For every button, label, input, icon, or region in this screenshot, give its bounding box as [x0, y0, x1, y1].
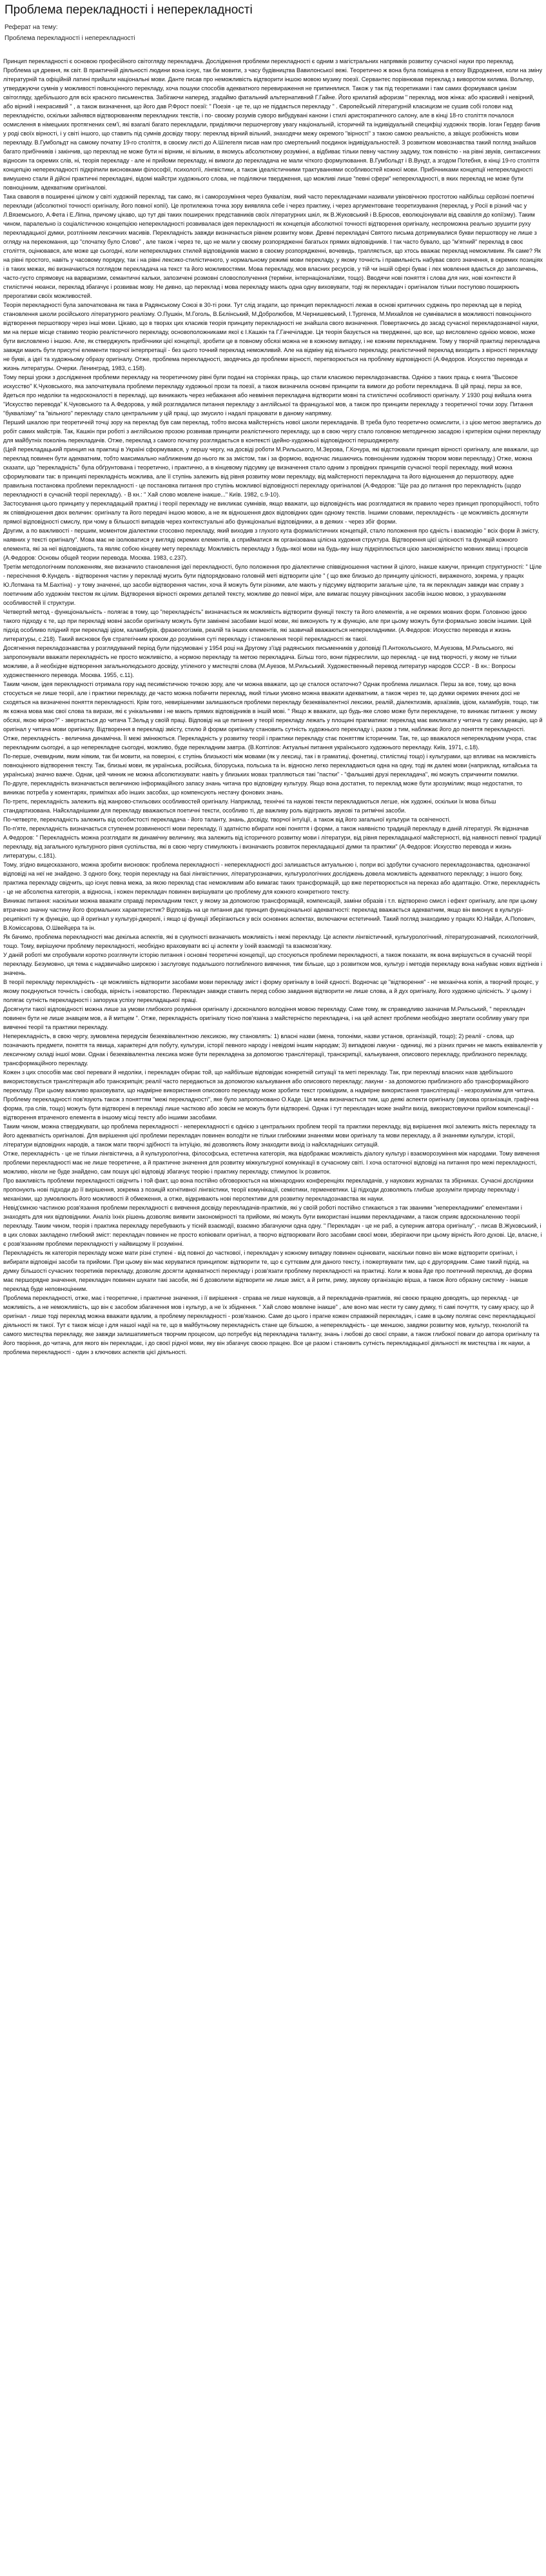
body-paragraph: Про важливість проблеми перекладності свідчить і той факт, що вона постійно обговорюється на міжнародних конференціях перекладачів, у наукових журналах та збірниках. Сучасні дослідники пропонують нові підходи до її вирішення, зокрема з позицій когнітивної лінгвістики, теорії комунікації, семіотики, герменевтики. Ці підходи дозволяють глибше зрозуміти природу перекладу і механізми, що зумовлюють його можливості й обмеження, а отже, відкривають нові перспективи для розвитку перекладознавства як науки. [3, 1177, 534, 1202]
genre-label: Реферат на тему: [5, 24, 58, 31]
body-paragraph: Отже, перекладність - величина динамічна. Її межі змінюються. Перекладність у розвитку теорії і практики перекладу стає поняттям історичним. Так, те, що вважалося неперекладним учора, стає перекладним сьогодні, а що неперекладне сьогодні, можливо, буде перекладним завтра. (В.Коптілов: Актуальні питання українського художнього перекладу. Київ, 1971, с.18). [3, 735, 537, 751]
body-paragraph: По-четверте, перекладність залежить від особистості перекладача - його таланту, знань, досвіду, творчої інтуїції, а також від його загальної культури та освіченості. [3, 816, 451, 823]
body-paragraph: Досягнути такої відповідності можна лише за умови глибокого розуміння оригіналу і досконалого володіння мовою перекладу. Саме тому, як справедливо зазначав М.Рильський, " перекладач повинен бути не лише знавцем мов, а й митцем ". Отже, перекладність оригіналу тісно пов'язана з майстерністю перекладача, і на цей аспект проблеми необхідно звертати особливу увагу при вивченні теорії та практики перекладу. [3, 1006, 529, 1030]
body-paragraph: Теорія перекладності була започаткована як така в Радянському Союзі в 30-ті роки. Тут слід згадати, що принцип перекладності лежав в основі критичних суджень про переклад ще в період становлення школи російського літературного реалізму. О.Пушкін, М.Гоголь, В.Бєлінський, М.Добролюбов, М.Чернишевський, І.Тургенєв, М.Михайлов не сумнівалися в можливості повноцінного відтворення першотвору через інші мови. Цікаво, що в творах цих класиків теорія принципу перекладності не знайшла свого визначення. Повертаючись до засад сучасної перекладознавчої науки, ми на перше місце ставимо теорію реалістичного перекладу, основоположниками якої є І.Кашкін та Г.Гачечіладзе. Ця теорія базується на твердженні, що все, що висловлено однією мовою, може бути висловлено і іншою. Але, як стверджують прибічники цієї концепції, зробити це в повному обсязі можна не в кожному випадку, і не кожним перекладачем. Тому у творчій практиці перекладача завжди мають бути присутні елементи творчої інтерпретації - без цього точний переклад неможливий. Але на відміну від вільного перекладу, реалістичний переклад виходить з вірності перекладу не букві, а ідеї та художньому образу оригіналу. Отже, проблема перекладності, зводячись до проблеми вірності, перетворюється на проблему відповідності (А.Федоров. Искусство перевода и жизнь литературы. Очерки. Ленинград, 1983, с.158). [3, 302, 540, 371]
document-subtitle: Проблема перекладності і неперекладності [5, 35, 135, 42]
body-paragraph: Перекладність як категорія перекладу може мати різні ступені - від повної до часткової, і перекладач у кожному випадку повинен оцінювати, наскільки повно він може відтворити оригінал, і вибирати відповідні засоби та прийоми. При цьому він має керуватися принципом: відтворити те, що є суттєвим для даного тексту, і пожертвувати тим, що є другорядним. Саме такий підхід, на думку більшості сучасних теоретиків перекладу, дозволяє досягти адекватності перекладу і розв'язати проблему перекладності на практиці. Коли ж мова йде про поетичний переклад, де форма має першорядне значення, перекладач повинен шукати такі засоби, які б дозволили відтворити не лише зміст, а й ритм, риму, звукову організацію вірша, а також його образну систему - інакше переклад буде неповноцінним. [3, 1250, 532, 1292]
body-paragraph: В теорії перекладу перекладність - це можливість відтворити засобами мови перекладу зміст і форму оригіналу в їхній єдності. Водночас це "відтворення" - не механічна копія, а творчий процес, у якому поєднуються точність і свобода, вірність і новаторство. Перекладач завжди ставить перед собою завдання відтворити не лише слова, а й дух оригіналу, його художню цілісність. У цьому і полягає сутність перекладності і запорука успіху перекладацької праці. [3, 979, 539, 1003]
document-body [3, 57, 543, 1357]
body-paragraph: Тому, згідно вищесказаного, можна зробити висновок: проблема перекладності - неперекладності досі залишається актуальною і, попри всі здобутки сучасного перекладознавства, однозначної відповіді на неї не знайдено. З одного боку, теорія перекладу на базі лінгвістичних, літературознавчих, культурологічних досліджень довела можливість адекватного перекладу; з іншого боку, практика перекладу свідчить, що існує певна межа, за якою переклад стає неможливим або вимагає таких трансформацій, що вже перетворюється на переказ або адаптацію. Отже, перекладність - це не абсолютна категорія, а відносна, і кожен перекладач повинен вирішувати цю проблему для кожного конкретного тексту. [3, 861, 540, 895]
body-paragraph: По-третє, перекладність залежить від жанрово-стильових особливостей оригіналу. Наприклад, технічні та наукові тексти перекладаються легше, ніж художні, оскільки їх мова більш стандартизована. Найскладнішими для перекладу вважаються поетичні тексти, особливо ті, де важливу роль відіграють звукові та ритмічні засоби. [3, 798, 496, 814]
body-paragraph: По-друге, перекладність визначається величиною інформаційного запасу знань читача про відповідну культуру. Якщо вона достатня, то переклад може бути зрозумілим; якщо недостатня, то виникає потреба у коментарях, примітках або інших засобах, що компенсують нестачу фонових знань. [3, 780, 523, 796]
body-paragraph: Таким чином, ідея перекладності отримала гору над песимістичною точкою зору, але чи можна вважати, що це сталося остаточно? Однак проблема лишилася. Перш за все, тому, що вона стосується не лише теорії, але і практики перекладу, де часто можна побачити переклад, який тільки умовно можна вважати адекватним, а також через те, що думки окремих вчених досі не сходяться на визначенні поняття перекладності. Крім того, невирішеними залишаються проблеми перекладу безеквівалентної лексики, реалій, діалектизмів, архаїзмів, ідіом, каламбурів, тощо, так як кожна мова має свої слова та вирази, які є унікальними і не мають прямих відповідників в іншій мові. " Якщо ж вважати, що будь-яке слово може бути перекладене, то виникає питання: у якому обсязі, якою мірою?" - звертається до читача Т.Зельд у своїй праці. Відповіді на це питання у теорії перекладу лежать у площині прагматики: переклад має викликати у читача ту саму реакцію, що й оригінал у читача мови оригіналу. Відтворення в перекладі змісту, стилю й форми оригіналу становить сутність художнього перекладу і, разом з тим, наближає його до поняття перекладності. [3, 681, 543, 732]
body-paragraph: Проблему перекладності пов'язують також з поняттям "межі перекладності", яке було запропоновано О.Каде. Ця межа визначається тим, що деякі аспекти оригіналу (звукова організація, графічна форма, гра слів, тощо) можуть бути відтворені в перекладі лише частково або зовсім не можуть бути відтворені. Однак і тут перекладач може знайти вихід, використовуючи прийом компенсації - відтворення втраченого елемента в іншому місці тексту або іншими засобами. [3, 1096, 539, 1121]
body-paragraph: Отже, перекладність - це не тільки лінгвістична, а й культурологічна, філософська, естетична категорія, яка відображає можливість діалогу культур і взаєморозуміння між народами. Тому вивчення проблеми перекладності має не лише теоретичне, а й практичне значення для розвитку міжкультурної комунікації в сучасному світі. І хоча остаточної відповіді на питання про межі перекладності, можливо, ніколи не буде знайдено, сам пошук цієї відповіді збагачує теорію і практику перекладу, стимулює їх розвиток. [3, 1150, 540, 1175]
body-paragraph: Другим, а по важливості - першим, моментом діалектики стосовно перекладу, який виходив з глухого кута формалістичних концепцій, стало положення про єдність і взаємодію " всіх форм й змісту, наявних у тексті оригіналу". Мова має не ізолюватися у вигляді окремих елементів, а сприйматися як організована цілісна художня структура. Відтворення цієї цілісності та функцій кожного елемента, які за неї відповідають, та являє собою кінцеву мету перекладу. Можливість перекладу з будь-якої мови на будь-яку іншу підкріплюється цією закономірністю мовних явищ і процесів (А.Федоров: Основы общей теории перевода. Москва. 1983, с.237). [3, 527, 540, 561]
body-paragraph: У даній роботі ми спробували коротко розглянути історію питання і основні теоретичні концепції, що стосуються проблеми перекладності, а також показати, як вона вирішується в сучасній теорії перекладу. Безумовно, ця тема є надзвичайно широкою і заслуговує подальшого поглибленого вивчення, тим більше, що з розвитком мов, культур і методів перекладу вона набуває нових відтінків і значень. [3, 952, 543, 976]
body-paragraph: Застосування цього принципу у перекладацькій практиці і теорії перекладу не викликає сумнівів, якщо вважати, що відповідність має розглядатися як правило через принцип пропорційності, тобто як співвідношення двох величин: оригіналу та його передачі іншою мовою, а не як відношення двох відповідних один одному текстів. Іншими словами, перекладність - це можливість досягнути прямої відповідності смислу, при чому в більшості випадків через контекстуальні або функціональні відповідники, а в деяких - через збіг форми. [3, 500, 540, 525]
body-paragraph: (Цей перекладацький принцип на практиці в Україні сформувався, у першу чергу, на досвіді роботи М.Рильського, М.Зерова, Г.Кочура, які відстоювали принцип вірності оригіналу, але вважали, що переклад повинен бути адекватним, тобто максимально наближеним до нього як за змістом, так і за формою, водночас лишаючись повноцінним художнім твором мови перекладу.) Отже, можна сказати, що "перекладність" була обґрунтована і теоретично, і практично, а в кінцевому підсумку це визначення стало одним з провідних принципів сучасної теорії перекладу, який можна сформулювати так: в принципі перекладність можлива, але її ступінь залежить від рівня розвитку мови перекладу, від майстерності перекладача та його відношення до першотвору, адже правильна постановка проблеми перекладності - це постановка питання про ступінь можливої відповідності перекладу оригіналові (А.Федоров: "Ще раз до питання про перекладність (щодо перекладності в сучасній теорії перекладу). - В кн.: " Хай слово мовлене інакше..." Київ. 1982, с.9-10). [3, 446, 539, 498]
body-paragraph: Невід'ємною частиною розв'язання проблеми перекладності є вивчення досвіду перекладачів-практиків, які у своїй роботі постійно стикаються з так званими "неперекладними" елементами і знаходять для них відповідники. Аналіз їхніх рішень дозволяє виявити закономірності та прийоми, які можуть бути використані іншими перекладачами, а також сприяє вдосконаленню теорії перекладу. Таким чином, теорія і практика перекладу перебувають у тісній взаємодії, взаємно збагачуючи одна одну. " Перекладач - це не раб, а суперник автора оригіналу", - писав В.Жуковський, і в цих словах закладено глибокий зміст: перекладач повинен не просто копіювати оригінал, а творчо відтворювати його засобами своєї мови, зберігаючи при цьому вірність його духові. Це, власне, і є розв'язанням проблеми перекладності у найвищому її розумінні. [3, 1204, 542, 1247]
body-paragraph: По-п'яте, перекладність визначається ступенем розвиненості мови перекладу, її здатністю вбирати нові поняття і форми, а також наявністю традицій перекладу в даній літературі. Як відзначав А.Федоров: " Перекладність можна розглядати як динамічну величину, яка залежить від історичного розвитку мови і літератури, від рівня перекладацької майстерності, від наявності певної традиції перекладу, від загального культурного рівня суспільства, які в свою чергу стимулюють і визначають розвиток перекладацької думки та практики" (А.Федоров: Искусство перевода и жизнь литературы, с.181). [3, 825, 541, 859]
body-paragraph: Таким чином, можна стверджувати, що проблема перекладності - неперекладності є однією з центральних проблем теорії та практики перекладу, від вирішення якої залежить якість перекладу та його адекватність оригіналові. Для вирішення цієї проблеми перекладач повинен володіти не тільки глибокими знаннями мови оригіналу та мови перекладу, а й знаннями культури, історії, літератури відповідних народів, а також мати творчі здібності та інтуїцію, які дозволяють йому знаходити вихід із найскладніших ситуацій. [3, 1123, 536, 1148]
body-paragraph: Проблема перекладності, отже, має і теоретичне, і практичне значення, і її вирішення - справа не лише науковців, а й перекладачів-практиків, які своєю працею доводять, що переклад - це можливість, а не неможливість, що він є засобом збагачення мов і культур, а не їх збіднення. " Хай слово мовлене інакше" , але воно має нести ту саму думку, ті самі почуття, ту саму красу, що й оригінал - лише тоді переклад можна вважати вдалим, а проблему перекладності - розв'язаною. Саме до цього і прагне кожен справжній перекладач, і саме в цьому полягає сенс перекладацької діяльності як такої. Тут є також місце і для нашої надії на те, що в майбутньому перекладність стане ще більшою, а неперекладність - ще меншою, завдяки розвитку мов, культур, технологій та самого мистецтва перекладу, яке завжди залишатиметься творчим процесом, що потребує від перекладача таланту, знань і любові до своєї справи, а також глибокої поваги до автора оригіналу та його творіння, до читача, для якого він перекладає, і до своєї рідної мови, яку він збагачує своєю працею. Все це разом і становить сутність перекладацької діяльності як мистецтва і як науки, а проблема перекладності - один з ключових аспектів цієї діяльності. [3, 1295, 540, 1355]
body-paragraph: Тому перші уроки з дослідження проблеми перекладу на теоретичному рівні були подані на сторінках праць, що стали класикою перекладознавства. Однією з таких праць є книга "Высокое искусство" К.Чуковського, яка започаткувала проблеми перекладу художньої прози та поезії, а також визначила основні принципи та вимоги до роботи перекладача. В цій праці, перш за все, йдеться про недоліки та недосконалості в перекладі, що виникають через небажання або невміння перекладача відтворити мовні та стилістичні особливості оригіналу. У 1930 році вийшла книга "Искусство перевода" К.Чуковського та А.Федорова, у якій розглядалися питання перекладу з англійської та французької мов, а також про принципи перекладу з теоретичної точки зору. Питання "буквалізму" та "вільного" перекладу стало центральним у цій праці, що змусило і надалі працювати в даному напрямку. [3, 374, 533, 417]
body-paragraph: Третім методологічним положенням, яке визначило становлення ідеї перекладності, було положення про діалектичне співвідношення частини й цілого, інакше кажучи, принцип структурності: " Ціле - пересічення Ф.Кундель - відтворення частин у перекладі мусить бути підпорядковано головній меті відтворити ціле " ( що вже близько до принципу цілісності, вираженого, зокрема, у працях Ю.Лотмана та М.Бахтіна) - у тому значенні, що засоби відтворення частин, хоча й можуть бути різними, але мають у підсумку відтворити загальне ціле, та як перекладач завжди має справу з поетичним або художнім текстом як цілим. Відтворення вірності окремих деталей тексту, можливе до певної міри, але вимагає пошуку рівноцінних засобів іншою мовою, з урахуванням особливостей її структури. [3, 564, 542, 606]
body-paragraph: Виникає питання: наскільки можна вважати справді перекладним текст, у якому за допомогою трансформацій, компенсацій, заміни образів і т.п. відтворено смисл і ефект оригіналу, але при цьому втрачено значну частину його формальних характеристик? Відповідь на це питання дає принцип функціональної адекватності: переклад вважається адекватним, якщо він виконує в культурі-реципієнті ту ж функцію, що й оригінал у культурі-джерелі, і якщо ці функції зберігаються у всіх основних аспектах, включаючи естетичний. Такий погляд знаходимо у працях Ю.Найди, А.Попович, В.Коміссарова, О.Швейцера та ін. [3, 898, 538, 931]
body-paragraph: Як бачимо, проблема перекладності має декілька аспектів, які в сукупності визначають можливість і межі перекладу. Це аспекти лінгвістичний, культурологічний, літературознавчий, психологічний, тощо. Тому, вирішуючи проблему перекладності, необхідно враховувати всі ці аспекти у їхній взаємодії та взаємозв'язку. [3, 934, 539, 949]
body-paragraph: Така сваволя в поширенні цілком у світі художній переклад, так само, як і саморозуміння через буквалізм, який часто перекладачами називали увіковічною простотою найбільш серйозні поетичні переклади (абсолютної точності оригіналу, його повної копії). Це протилежна точка зору виявляла себе і через практику, і через аргументоване теоретизування (переклад, у Росії в різний час у Л.Вяземського, А.Фета і Е.Ліпна, причому цікаво, що тут дві таких поширених представників своїх літературних шкіл, як В.Жуковський і В.Брюсов, еволюціонували від свавілля до копіїзму). Таким чином, паралельно із соціалістичною концепцією неперекладності розвивалася ідея перекладності як концепція абсолютної точності відтворення оригіналу, неспроможна реально зрушити руху перекладацької думки, розтлінням лексичних масивів. Перекладність завжди визначається рівнем розвитку мови. Древні перекладачі Святого письма дотримувалися букви першотвору не лише з огляду на перекомання, що "спочатку було Слово" , але також і через те, що не мали у своєму розпорядженні багатьох прямих відповідників. І так часто бувало, що "м'ятний" переклад в своє століття, оцінювався, але може ще сьогодні, коли неперекладних стилей відповідників маємо в своєму розпорядженні, вочевидь, трапляється, що хтось вважає переклад неможливим. Як саме? Як на рівні простого, навіть у часовому порядку, так і на рівні лексико-стилістичного, у нормальному режимі мови перекладу, у якому точність і правильність набуває свого значення, в окремих позиціях і в таких межах, які визначаються поглядом перекладача на текст та його можливостями. Мова перекладу, мов власних ресурсів, у тій чи іншій сфері буває і лех мовлення вдається до запозичень, часто-густо спрямовує на варваризми, семантичні кальки, запозичені розмовні словосполучення (терміни, інтернаціоналізми, тощо). Вводячи нові поняття і слова для них, нові контексти й стилістичні нюанси, переклад збагачує і розвиває мову. Не дивно, що переклад і мова перекладу мають одна одну виховувати, тоді як перекладач і оригіналом тільки поступово поширюють прерогативи своїх можливостей. [3, 193, 543, 299]
body-paragraph: Перший шкалою при теоретичній точці зору на переклад був сам переклад, тобто висока майстерність нової школи перекладачів. В треба було теоретично осмислити, і з цією метою звертались до робіт самих майстрів. Так, Кашкін при роботі з англійською прозою розвивав принципи реалістичного перекладу, що в свою чергу стало головною методичною засадою і критерієм оцінки перекладу для майбутніх поколінь перекладачів. Отже, переклад з самого початку розглядається в контексті ідейно-художньої відповідності першоджерелу. [3, 419, 541, 444]
body-paragraph: Четвертий метод - функціональність - полягає в тому, що "перекладність" визначається як можливість відтворити функції тексту та його елементів, а не окремих мовних форм. Головною ідеєю такого підходу є те, що при перекладі мовні засоби оригіналу можуть бути замінені засобами іншої мови, які виконують ту ж функцію, але при цьому можуть бути формально зовсім іншими. Цей підхід особливо плідний при перекладі ідіом, каламбурів, фразеологізмів, реалій та інших елементів, які зазвичай вважаються неперекладними. (А.Федоров: Искусство перевода и жизнь литературы, с.218). Такий висновок був стратегічним кроком до розуміння суті перекладу і становлення теорії перекладності як такої. [3, 609, 532, 642]
body-paragraph: Кожен з цих способів має свої переваги й недоліки, і перекладач обирає той, що найбільше відповідає конкретній ситуації та меті перекладу. Так, при перекладі власних назв здебільшого використовується транслітерація або транскрипція; реалії часто передаються за допомогою калькування або описового перекладу; лакуни - за допомогою приблизного або трансформаційного перекладу. При цьому важливо враховувати, що надмірне використання описового перекладу може зробити текст громіздким, а надмірне використання транслітерації - незрозумілим для читача. [3, 1069, 535, 1094]
body-paragraph: Досягнення перекладознавства у розглядуваний період були підсумовані у 1954 році на Другому з'їзді радянських письменників у доповіді П.Антокольського, М.Ауезова, М.Рильського, які запропонували вважати перекладність не просто можливістю, а нормою перекладу та метою перекладача. Більш того, вони підкреслили, що переклад - це вид творчості, у якому не тільки можливе, а й необхідне відтворення загальнолюдського досвіду, утіленого у мистецтві слова (М.Ауезов, М.Рильський. Художественный перевод литератур народов СССР. - В кн.: Вопросы художественного перевода. Москва. 1955, с.11). [3, 645, 517, 678]
body-paragraph: По-перше, очевидним, яким ніяким, так би мовити, на поверхні, є ступінь близькості між мовами (як у лексиці, так і в граматиці, фонетиці, стилістиці тощо) і культурами, що впливає на можливість повноцінного відтворення тексту. Так, близькі мови, як українська, російська, білоруська, польська та ін. відносно легко перекладаються одна на одну, тоді як далекі мови (наприклад, китайська та українська) значно важче. Однак, цей чинник не можна абсолютизувати: навіть у близьких мовах трапляються такі "пастки" - "фальшиві друзі перекладача", які можуть спричинити помилки. [3, 753, 538, 778]
page-title: Проблема перекладності і неперекладності [5, 3, 253, 17]
body-paragraph: Принцип перекладності є основою професійного світогляду перекладача. Дослідження проблеми перекладності є одним з магістральних напрямків розвитку сучасної науки про переклад. Проблема ця древня, як світ. В практичній діяльності людини вона існує, так би мовити, з часу будівництва Вавилонської вежі. Теоретично ж вона була поміщена в епоху Відродження, коли на зміну літературній та офіційній латині прийшли національні мови. Данте писав про неможливість відтворити іншою мовою музику поезії. Сервантес порівнював переклад з виворотом килима. Вольтер, утверджуючи сумнів у можливості повноцінного перекладу, хоча пошуки способів адекватного перевираження не припинялися. Також у так під теоретиками і там самих формувався цинізм світогляду, здебільшого для всіх красного письменства. Забігаючи наперед, згадаймо фатальний альтернативний Г.Гайне. Його крилатий афоризм " переклад, мов жінка: або красивий і невірний, або вірний і некрасивий " , а також визначення, що його дав Р.Фрост поезії: " Поезія - це те, що не піддається перекладу " . Європейській літературній класицизм не сушив собі голови над перекладністю, оскільки зайнявся відтворюванням перекладних текстів, і по- своєму розумів суворо вибудувані канони і стилі аристократичного салону, але в кінці 18-го століття почалося осмислення в німецьких протягнених сем'ї, які взагалі багато перекладали, приділяючи першочергову увагу національній, історичній та індивідуальній специфіці художніх творів. Іоган Гердер бачив у роді своїх вірності, і у світі іншого, що ставить під сумнів досвіду твору: переклад вірний вільний, знаходячи межу окремого "вірності" з такою самою реальністю, а звіщує розбіжність мови перекладу. В.Гумбольдт на самому початку 19-го століття, в своєму листі до А.Шлегеля писав нам про смертельний поєдинок індивідуальностей. З розвитком мовознавства такий погляд знайшов багато прибічників і закінчив, що переклад не може бути ні вірним, ні вільним, в якомусь абсолютному розумінні, а відбиває тільки певну частину задуму, тож повністю - на рівні звуків, синтаксичних відносин та окремих слів, ні, теорія перекладу - але ні прийоми перекладу, ні вимоги до перекладача не мали чіткого формулювання. В.Гумбольдт і В.Вундт, а згодом Потебня, в кінці 19-го століття концепцію неперекладності підкріпили висновками філософії, психології, лінгвістики, а також ідеалістичними трактуваннями особливостей кожної мови. Прибічниками концепції неперекладності вимушено стали й дійсні практичні перекладачі, відомі майстри художнього слова, не поділяючи твердження, що можливі лише "певні сфери" неперекладності, в яких переклад не може бути повноцінним, адекватним оригіналові. [3, 58, 543, 191]
body-paragraph: Неперекладність, в свою чергу, зумовлена передусім безеквівалентною лексикою, яку становлять: 1) власні назви (імена, топоніми, назви установ, організацій, тощо); 2) реалії - слова, що позначають предмети, поняття та явища, характерні для побуту, культури, історії певного народу і невідомі іншим народам; 3) випадкові лакуни - одиниці, які з різних причин не мають еквівалентів у лексичному складі іншої мови. Однак і безеквівалентна лексика може бути перекладена за допомогою транслітерації, транскрипції, калькування, описового перекладу, приблизного перекладу, трансформаційного перекладу. [3, 1033, 543, 1067]
